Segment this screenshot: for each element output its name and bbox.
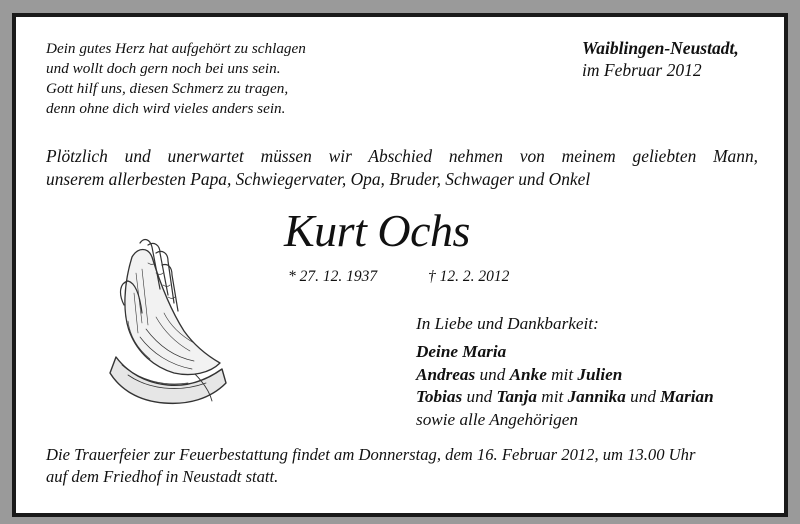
mourner-line	[416, 341, 714, 363]
announcement-line: unserem allerbesten Papa, Schwiegervater, Opa, Bruder, Schwager und Onkel	[46, 169, 591, 189]
mourner-line	[416, 386, 714, 408]
mourner-name: Marian	[660, 387, 714, 407]
announcement-text	[46, 145, 758, 191]
poem-line: Dein gutes Herz hat aufgehört zu schlagen	[46, 40, 306, 57]
poem-line: denn ohne dich wird vieles anders sein.	[46, 100, 286, 117]
mourner-name: Deine Maria	[416, 342, 507, 362]
mourner-conjunction: und	[462, 387, 497, 407]
mourner-name: Andreas	[416, 364, 476, 384]
mourner-name: Tobias	[416, 387, 463, 407]
poem-line: und wollt doch gern noch bei uns sein.	[46, 60, 281, 77]
place-and-date	[582, 37, 739, 81]
announcement-line: Plötzlich und unerwartet müssen wir Abschied nehmen von meinem geliebten Mann,	[46, 146, 758, 166]
poem-line: Gott hilf uns, diesen Schmerz zu tragen,	[46, 80, 289, 97]
place-date: im Februar 2012	[582, 60, 702, 80]
mourner-name: Jannika	[567, 387, 626, 407]
mourner-conjunction: mit	[537, 387, 568, 407]
mourner-name: Julien	[577, 364, 623, 384]
funeral-notice	[46, 444, 758, 488]
place-city: Waiblingen-Neustadt,	[582, 38, 739, 58]
mourner-conjunction: mit	[546, 364, 578, 384]
mourner-conjunction: und	[625, 387, 661, 407]
obituary-card	[12, 13, 788, 517]
mourners-intro: In Liebe und Dankbarkeit:	[416, 314, 599, 333]
mourner-conjunction: und	[475, 364, 510, 384]
funeral-line: auf dem Friedhof in Neustadt statt.	[46, 467, 279, 486]
funeral-line: Die Trauerfeier zur Feuerbestattung findet am Donnerstag, dem 16. Februar 2012, um 13.00 Uhr	[46, 445, 696, 464]
birth-date: * 27. 12. 1937	[288, 268, 378, 285]
mourner-line: sowie alle Angehörigen	[416, 409, 578, 429]
praying-hands-icon	[98, 233, 228, 409]
death-date: † 12. 2. 2012	[428, 268, 510, 285]
deceased-name: Kurt Ochs	[284, 205, 470, 256]
mourner-name: Tanja	[496, 387, 537, 407]
mourner-line	[416, 364, 714, 386]
memorial-poem	[46, 39, 306, 119]
mourners-list	[416, 313, 714, 431]
mourner-name: Anke	[509, 364, 547, 384]
